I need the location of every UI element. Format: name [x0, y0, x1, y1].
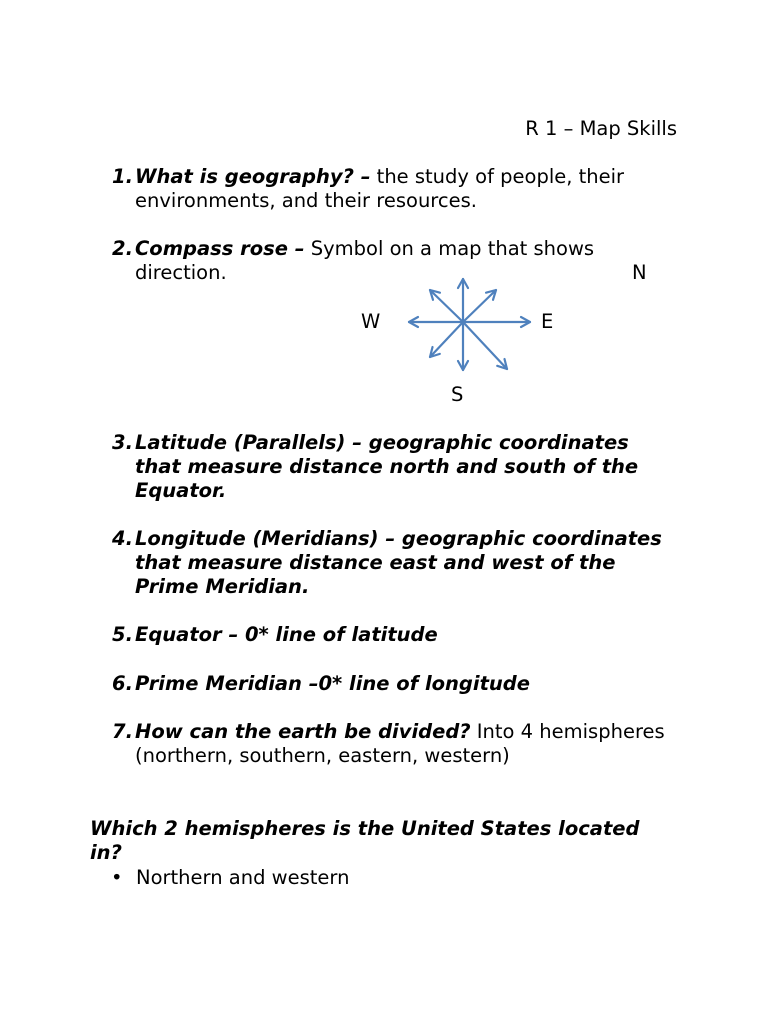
- page-title: R 1 – Map Skills: [525, 117, 677, 140]
- item-term: What is geography? –: [135, 165, 371, 188]
- item-term: Compass rose –: [135, 237, 305, 260]
- hemisphere-answer: [111, 866, 349, 890]
- compass-label-west: W: [361, 310, 381, 333]
- compass-label-north: N: [632, 261, 647, 284]
- compass-label-south: S: [451, 383, 464, 406]
- item-number: 5.: [112, 623, 133, 646]
- item-number: 6.: [112, 672, 133, 695]
- item-definition: Symbol on a map that shows direction.: [135, 237, 595, 284]
- hemisphere-question: Which 2 hemispheres is the United States located in?: [90, 817, 640, 864]
- item-number: 2.: [112, 237, 133, 260]
- item-number: 4.: [112, 527, 133, 550]
- list-item: [112, 672, 672, 696]
- item-term: How can the earth be divided?: [135, 720, 471, 743]
- list-item: [112, 527, 672, 599]
- list-item: [112, 720, 672, 768]
- compass-arrow: [463, 290, 496, 322]
- item-text: Prime Meridian –0* line of longitude: [135, 672, 530, 695]
- item-text: [135, 165, 672, 213]
- item-text: Latitude (Parallels) – geographic coordinates that measure distance north and south of the Equator.: [135, 431, 639, 502]
- item-definition: Into 4 hemispheres (northern, southern, eastern, western): [135, 720, 665, 767]
- compass-label-east: E: [541, 310, 554, 333]
- compass-rose-icon: [398, 270, 543, 380]
- item-text: Equator – 0* line of latitude: [135, 623, 438, 646]
- list-item: [112, 237, 672, 285]
- item-number: 7.: [112, 720, 133, 743]
- item-number: 1.: [112, 165, 133, 188]
- list-item: [112, 165, 672, 213]
- compass-arrow: [430, 290, 463, 322]
- compass-arrow: [463, 322, 507, 369]
- bullet-icon: •: [111, 866, 123, 889]
- item-number: 3.: [112, 431, 133, 454]
- item-definition: the study of people, their environments, and their resources.: [135, 165, 625, 212]
- list-item: [112, 623, 672, 647]
- compass-arrow: [430, 322, 463, 357]
- item-text: [135, 720, 672, 768]
- item-text: Longitude (Meridians) – geographic coordinates that measure distance east and west of the Prime Meridian.: [135, 527, 662, 598]
- answer-text: Northern and western: [136, 866, 350, 889]
- list-item: [112, 431, 672, 503]
